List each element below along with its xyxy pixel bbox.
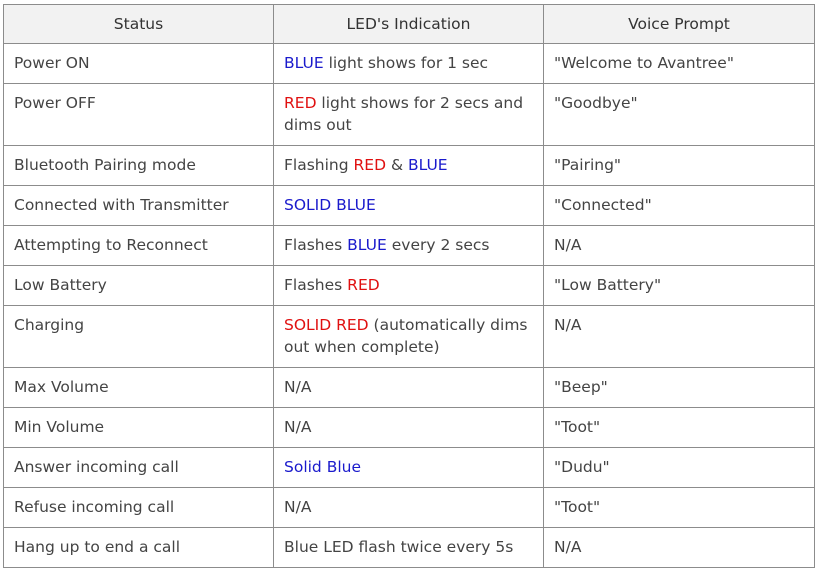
status-cell: Bluetooth Pairing mode xyxy=(4,146,274,186)
status-cell: Hang up to end a call xyxy=(4,528,274,568)
status-cell: Power OFF xyxy=(4,84,274,146)
led-color-text: BLUE xyxy=(284,54,324,72)
voice-prompt-cell: N/A xyxy=(544,306,815,368)
led-indication-cell xyxy=(274,528,544,568)
header-status: Status xyxy=(4,5,274,44)
led-color-text: SOLID BLUE xyxy=(284,196,376,214)
header-row xyxy=(4,5,815,44)
header-led-indication: LED's Indication xyxy=(274,5,544,44)
status-cell: Charging xyxy=(4,306,274,368)
led-indication-table-container xyxy=(3,4,814,568)
led-color-text: BLUE xyxy=(347,236,387,254)
status-cell: Refuse incoming call xyxy=(4,488,274,528)
led-text: Flashes xyxy=(284,236,348,254)
led-text: light shows for 2 secs and dims out xyxy=(284,94,524,134)
led-color-text: BLUE xyxy=(407,156,448,174)
table-row xyxy=(4,528,815,568)
led-indication-cell xyxy=(274,44,544,84)
status-cell: Connected with Transmitter xyxy=(4,186,274,226)
led-text: N/A xyxy=(284,378,312,396)
led-color-text: RED xyxy=(347,276,380,294)
led-text: light shows for 1 sec xyxy=(323,54,489,72)
status-cell: Low Battery xyxy=(4,266,274,306)
table-row xyxy=(4,84,815,146)
table-row xyxy=(4,408,815,448)
voice-prompt-cell: N/A xyxy=(544,226,815,266)
led-indication-cell xyxy=(274,448,544,488)
table-row xyxy=(4,368,815,408)
table-body xyxy=(4,44,815,568)
voice-prompt-cell: N/A xyxy=(544,528,815,568)
led-indication-cell xyxy=(274,186,544,226)
led-indication-cell xyxy=(274,488,544,528)
led-text: & xyxy=(386,156,408,174)
led-text: every 2 secs xyxy=(386,236,490,254)
table-row xyxy=(4,448,815,488)
table-row xyxy=(4,226,815,266)
led-text: Flashing xyxy=(284,156,354,174)
table-header xyxy=(4,5,815,44)
voice-prompt-cell: "Goodbye" xyxy=(544,84,815,146)
led-color-text: SOLID RED xyxy=(284,316,369,334)
led-color-text: Solid Blue xyxy=(284,458,362,476)
led-text: Blue LED flash twice every 5s xyxy=(284,538,514,556)
voice-prompt-cell: "Welcome to Avantree" xyxy=(544,44,815,84)
status-cell: Min Volume xyxy=(4,408,274,448)
table-row xyxy=(4,488,815,528)
led-indication-cell xyxy=(274,146,544,186)
led-color-text: RED xyxy=(353,156,387,174)
led-indication-cell xyxy=(274,408,544,448)
led-indication-cell xyxy=(274,266,544,306)
table-row xyxy=(4,44,815,84)
status-cell: Answer incoming call xyxy=(4,448,274,488)
led-text: (automatically dims out when complete) xyxy=(284,316,528,356)
led-text: Flashes xyxy=(284,276,348,294)
table-row xyxy=(4,186,815,226)
header-voice-prompt: Voice Prompt xyxy=(544,5,815,44)
voice-prompt-cell: "Toot" xyxy=(544,408,815,448)
led-indication-cell xyxy=(274,368,544,408)
voice-prompt-cell: "Toot" xyxy=(544,488,815,528)
status-cell: Max Volume xyxy=(4,368,274,408)
voice-prompt-cell: "Connected" xyxy=(544,186,815,226)
table-row xyxy=(4,306,815,368)
led-text: N/A xyxy=(284,498,312,516)
voice-prompt-cell: "Low Battery" xyxy=(544,266,815,306)
status-cell: Attempting to Reconnect xyxy=(4,226,274,266)
led-indication-cell xyxy=(274,84,544,146)
led-color-text: RED xyxy=(284,94,317,112)
led-indication-cell xyxy=(274,306,544,368)
led-text: N/A xyxy=(284,418,312,436)
led-indication-cell xyxy=(274,226,544,266)
voice-prompt-cell: "Dudu" xyxy=(544,448,815,488)
table-row xyxy=(4,266,815,306)
voice-prompt-cell: "Beep" xyxy=(544,368,815,408)
table-row xyxy=(4,146,815,186)
voice-prompt-cell: "Pairing" xyxy=(544,146,815,186)
status-cell: Power ON xyxy=(4,44,274,84)
led-indication-table xyxy=(3,4,815,568)
